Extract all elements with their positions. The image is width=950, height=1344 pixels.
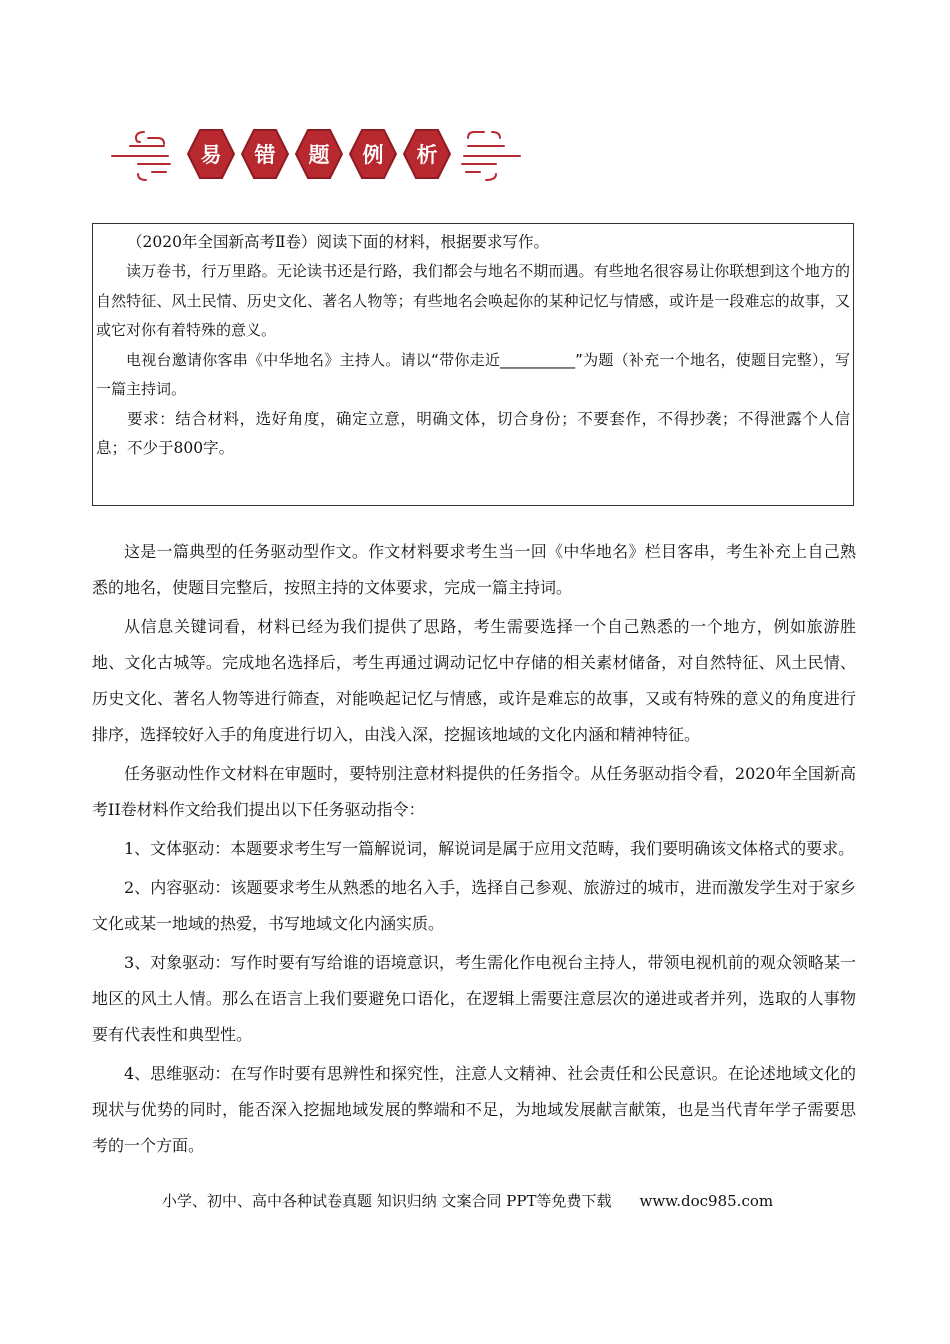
- banner-char-1: 易: [186, 128, 236, 180]
- banner-char-4: 例: [348, 128, 398, 180]
- analysis-paragraph: 这是一篇典型的任务驱动型作文。作文材料要求考生当一回《中华地名》栏目客串，考生补充上自己熟悉的地名，使题目完整后，按照主持的文体要求，完成一篇主持词。: [92, 542, 856, 597]
- analysis-paragraph: 3、对象驱动：写作时要有写给谁的语境意识，考生需化作电视台主持人，带领电视机前的观众领略某一地区的风土人情。那么在语言上我们要避免口语化，在逻辑上需要注意层次的递进或者并列，选取的人事物要有代表性和典型性。: [92, 953, 856, 1044]
- analysis-paragraph: 任务驱动性作文材料在审题时，要特别注意材料提供的任务指令。从任务驱动指令看，2020年全国新高考II卷材料作文给我们提出以下任务驱动指令：: [92, 764, 856, 819]
- analysis-paragraph: 4、思维驱动：在写作时要有思辨性和探究性，注意人文精神、社会责任和公民意识。在论述地域文化的现状与优势的同时，能否深入挖掘地域发展的弊端和不足，为地域发展献言献策，也是当代青年学子需要思考的一个方面。: [92, 1064, 856, 1155]
- question-material: 读万卷书，行万里路。无论读书还是行路，我们都会与地名不期而遇。有些地名很容易让你联想到这个地方的自然特征、风土民情、历史文化、著名人物等；有些地名会唤起你的某种记忆与情感，或许是一段难忘的故事，又或它对你有着特殊的意义。: [96, 262, 850, 339]
- question-requirement: 要求：结合材料，选好角度，确定立意，明确文体，切合身份；不要套作，不得抄袭；不得泄露个人信息；不少于800字。: [96, 409, 850, 457]
- footer-url[interactable]: www.doc985.com: [639, 1192, 774, 1210]
- question-intro: （2020年全国新高考Ⅱ卷）阅读下面的材料，根据要求写作。: [127, 233, 549, 251]
- analysis-paragraph: 2、内容驱动：该题要求考生从熟悉的地名入手，选择自己参观、旅游过的城市，进而激发学生对于家乡文化或某一地域的热爱，书写地域文化内涵实质。: [92, 878, 856, 933]
- banner-title: [186, 128, 452, 180]
- question-box: [92, 223, 854, 506]
- section-banner: [108, 118, 528, 198]
- banner-char-2: 错: [240, 128, 290, 180]
- banner-char-5: 析: [402, 128, 452, 180]
- analysis-section: [92, 534, 856, 1167]
- question-task: 电视台邀请你客串《中华地名》主持人。请以“带你走近__________”为题（补充一个地名，使题目完整），写一篇主持词。: [96, 350, 850, 398]
- analysis-paragraph: 从信息关键词看，材料已经为我们提供了思路，考生需要选择一个自己熟悉的一个地方，例如旅游胜地、文化古城等。完成地名选择后，考生再通过调动记忆中存储的相关素材储备，对自然特征、风土民情、历史文化、著名人物等进行筛查，对能唤起记忆与情感，或许是难忘的故事，又或有特殊的意义的角度进行排序，选择较好入手的角度进行切入，由浅入深，挖掘该地域的文化内涵和精神特征。: [92, 617, 856, 744]
- footer-text: 小学、初中、高中各种试卷真题 知识归纳 文案合同 PPT等免费下载: [162, 1192, 612, 1210]
- analysis-paragraph: 1、文体驱动：本题要求考生写一篇解说词，解说词是属于应用文范畴，我们要明确该文体格式的要求。: [124, 839, 855, 858]
- banner-char-3: 题: [294, 128, 344, 180]
- page-footer: [162, 1190, 862, 1211]
